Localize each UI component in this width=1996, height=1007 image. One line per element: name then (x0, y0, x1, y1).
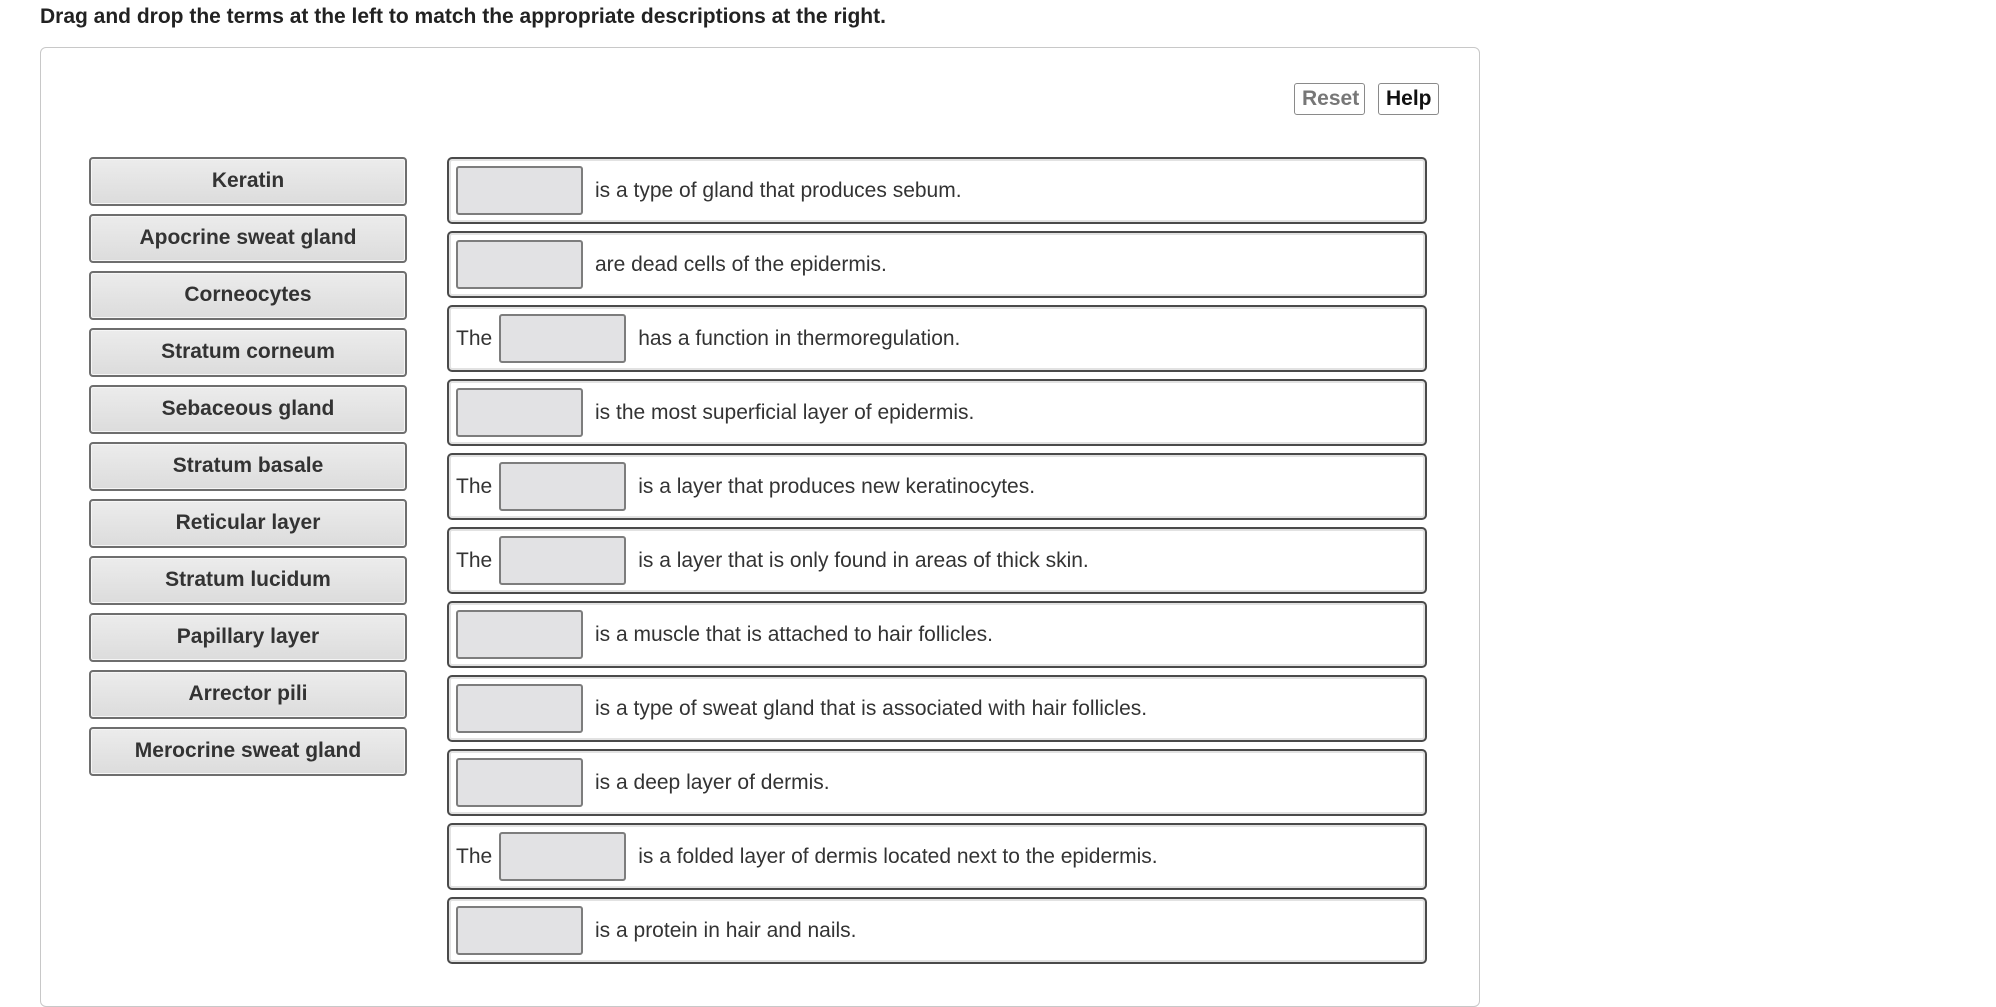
drop-target[interactable] (456, 758, 583, 807)
description-row (447, 231, 1427, 298)
description-prefix: The (456, 548, 493, 572)
help-button[interactable]: Help (1378, 83, 1439, 115)
term-arrector-pili[interactable]: Arrector pili (89, 670, 407, 719)
description-text: is a type of sweat gland that is associated with hair follicles. (595, 696, 1148, 720)
drop-target[interactable] (456, 166, 583, 215)
description-list (447, 157, 1427, 971)
description-row (447, 675, 1427, 742)
description-text: is a folded layer of dermis located next to the epidermis. (638, 844, 1158, 868)
drop-target[interactable] (499, 462, 626, 511)
description-row (447, 897, 1427, 964)
description-text: is a protein in hair and nails. (595, 918, 857, 942)
description-row (447, 305, 1427, 372)
term-stratum-lucidum[interactable]: Stratum lucidum (89, 556, 407, 605)
description-text: is a type of gland that produces sebum. (595, 178, 962, 202)
drop-target[interactable] (499, 314, 626, 363)
description-row (447, 527, 1427, 594)
description-row (447, 823, 1427, 890)
term-apocrine-sweat-gland[interactable]: Apocrine sweat gland (89, 214, 407, 263)
drop-target[interactable] (456, 610, 583, 659)
description-text: is a muscle that is attached to hair follicles. (595, 622, 994, 646)
description-prefix: The (456, 326, 493, 350)
drop-target[interactable] (456, 388, 583, 437)
drop-target[interactable] (499, 832, 626, 881)
description-text: are dead cells of the epidermis. (595, 252, 887, 276)
term-sebaceous-gland[interactable]: Sebaceous gland (89, 385, 407, 434)
term-stratum-corneum[interactable]: Stratum corneum (89, 328, 407, 377)
drop-target[interactable] (456, 240, 583, 289)
description-row (447, 157, 1427, 224)
description-text: is the most superficial layer of epidermis. (595, 400, 975, 424)
description-text: is a deep layer of dermis. (595, 770, 830, 794)
term-merocrine-sweat-gland[interactable]: Merocrine sweat gland (89, 727, 407, 776)
description-row (447, 601, 1427, 668)
term-corneocytes[interactable]: Corneocytes (89, 271, 407, 320)
drop-target[interactable] (456, 684, 583, 733)
description-row (447, 749, 1427, 816)
description-text: has a function in thermoregulation. (638, 326, 961, 350)
term-papillary-layer[interactable]: Papillary layer (89, 613, 407, 662)
term-keratin[interactable]: Keratin (89, 157, 407, 206)
term-reticular-layer[interactable]: Reticular layer (89, 499, 407, 548)
description-text: is a layer that produces new keratinocytes. (638, 474, 1036, 498)
drop-target[interactable] (456, 906, 583, 955)
term-list (89, 157, 407, 784)
description-prefix: The (456, 844, 493, 868)
instructions-text: Drag and drop the terms at the left to match the appropriate descriptions at the right. (40, 5, 886, 28)
drop-target[interactable] (499, 536, 626, 585)
description-row (447, 379, 1427, 446)
reset-button[interactable]: Reset (1294, 83, 1365, 115)
term-stratum-basale[interactable]: Stratum basale (89, 442, 407, 491)
matching-panel (40, 47, 1480, 1007)
description-prefix: The (456, 474, 493, 498)
description-row (447, 453, 1427, 520)
description-text: is a layer that is only found in areas of thick skin. (638, 548, 1089, 572)
